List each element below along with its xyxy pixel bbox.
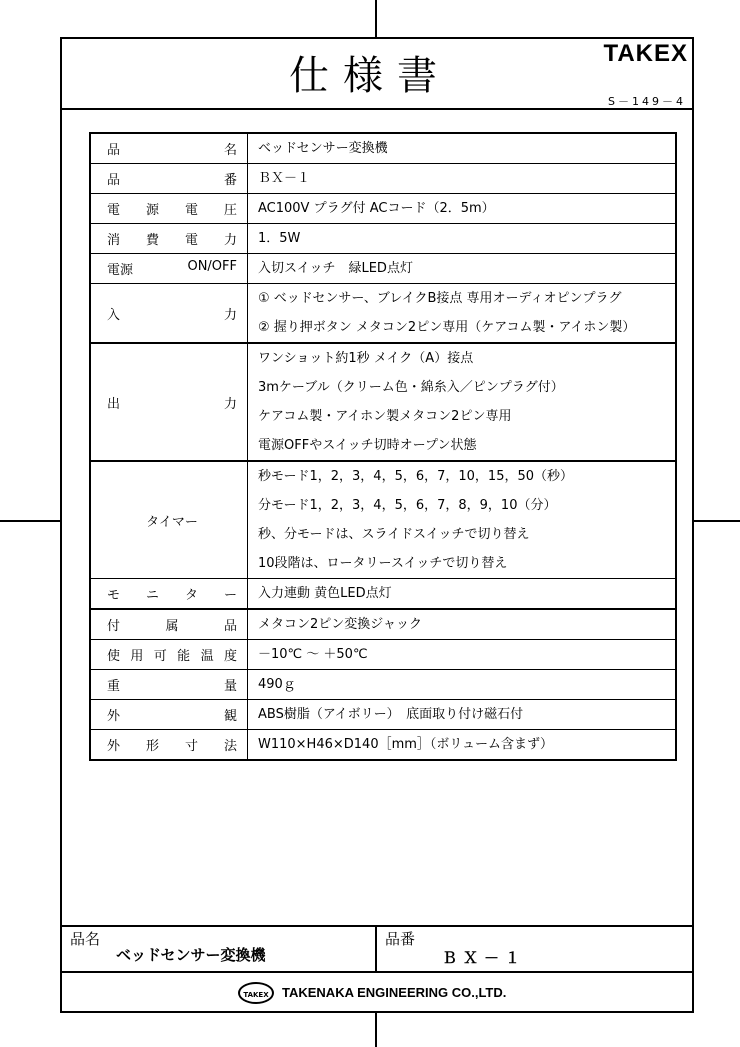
- footer-number-label: 品番: [385, 930, 416, 948]
- spec-row: [90, 609, 676, 640]
- spec-label: モ ニ タ ー: [107, 588, 237, 603]
- spec-value-cell: [248, 254, 677, 284]
- spec-label-cell: [90, 640, 248, 670]
- spec-value-cell: [248, 164, 677, 194]
- spec-row: [90, 640, 676, 670]
- spec-value: AC100V プラグ付 ACコード（2．5m）: [258, 201, 495, 216]
- spec-label-cell: [90, 461, 248, 579]
- spec-label-cell: [90, 700, 248, 730]
- registration-mark-bottom: [375, 1013, 377, 1047]
- spec-value-cell: [248, 579, 677, 610]
- spec-value-cell: [248, 640, 677, 670]
- spec-value-cell: [248, 609, 677, 640]
- spec-row: [90, 579, 676, 610]
- spec-row: [90, 700, 676, 730]
- company-logo: TAKEX: [238, 982, 274, 1004]
- spec-value: ワンショット約1秒 メイク（A）接点: [258, 351, 474, 366]
- spec-label-cell: [90, 730, 248, 761]
- spec-value-cell: [248, 343, 677, 461]
- footer-divider-middle: [375, 925, 377, 971]
- spec-value: 入力連動 黄色LED点灯: [258, 586, 392, 601]
- spec-value: 秒モード1，2，3，4，5，6，7，10，15，50（秒）: [258, 469, 574, 484]
- spec-row: [90, 284, 676, 344]
- spec-row: [90, 670, 676, 700]
- spec-value: 入切スイッチ 緑LED点灯: [258, 261, 413, 276]
- spec-value-cell: [248, 284, 677, 344]
- company-name: TAKENAKA ENGINEERING CO.,LTD.: [282, 985, 507, 1000]
- spec-label: 外 観: [107, 709, 237, 724]
- spec-value: ケアコム製・アイホン製メタコン2ピン専用: [258, 409, 512, 424]
- spec-value: 490ｇ: [258, 677, 296, 692]
- spec-label: 品 番: [107, 173, 237, 188]
- spec-label: 重 量: [107, 679, 237, 694]
- spec-label-cell: [90, 670, 248, 700]
- spec-value: ② 握り押ボタン メタコン2ピン専用（ケアコム製・アイホン製）: [258, 320, 636, 335]
- spec-value-cell: [248, 670, 677, 700]
- header-divider: [60, 108, 694, 110]
- spec-row: [90, 133, 676, 164]
- registration-mark-top: [375, 0, 377, 37]
- spec-value: ABS樹脂（アイボリー） 底面取り付け磁石付: [258, 707, 524, 722]
- spec-value-cell: [248, 194, 677, 224]
- spec-value: 分モード1，2，3，4，5，6，7，8，9，10（分）: [258, 498, 557, 513]
- spec-value: 電源OFFやスイッチ切時オープン状態: [258, 438, 477, 453]
- spec-label: 外 形 寸 法: [107, 739, 237, 754]
- spec-row: [90, 194, 676, 224]
- spec-row: [90, 164, 676, 194]
- spec-label: 品 名: [107, 143, 237, 158]
- spec-label-cell: [90, 194, 248, 224]
- spec-label-cell: [90, 579, 248, 610]
- spec-value: 10段階は、ロータリースイッチで切り替え: [258, 556, 508, 571]
- spec-value: W110×H46×D140［mm］（ボリューム含まず）: [258, 737, 554, 752]
- footer-divider-bottom: [60, 971, 694, 973]
- spec-label: 出 力: [107, 396, 237, 412]
- spec-row: [90, 461, 676, 579]
- spec-value: 秒、分モードは、スライドスイッチで切り替え: [258, 527, 530, 542]
- spec-label-cell: [90, 224, 248, 254]
- page-title: 仕様書: [289, 53, 451, 99]
- spec-value: ① ベッドセンサー、ブレイクB接点 専用オーディオピンプラグ: [258, 291, 622, 306]
- footer-name-value: ベッドセンサー変換機: [116, 946, 266, 964]
- spec-label-cell: [90, 284, 248, 344]
- registration-mark-left: [0, 520, 60, 522]
- spec-label: 使 用 可 能 温 度: [107, 649, 237, 664]
- spec-row: [90, 730, 676, 761]
- spec-label-cell: [90, 254, 248, 284]
- spec-value: －10℃ ～ ＋50℃: [258, 647, 368, 662]
- brand-logo-text: TAKEX: [603, 40, 688, 67]
- footer-number-value: ＢＸ－１: [442, 949, 527, 967]
- spec-value: 3mケーブル（クリーム色・綿糸入／ピンプラグ付）: [258, 380, 564, 395]
- spec-label: 電源 ON/OFF: [107, 259, 237, 278]
- spec-value-cell: [248, 133, 677, 164]
- spec-label: タイマー: [146, 514, 198, 530]
- spec-table: [89, 132, 677, 761]
- spec-label-cell: [90, 343, 248, 461]
- registration-mark-right: [694, 520, 740, 522]
- spec-row: [90, 224, 676, 254]
- spec-label: 付 属 品: [107, 619, 237, 634]
- spec-value-cell: [248, 700, 677, 730]
- spec-label: 消 費 電 力: [107, 233, 237, 248]
- spec-value: ベッドセンサー変換機: [258, 141, 388, 156]
- spec-label-cell: [90, 609, 248, 640]
- spec-label: 入 力: [107, 307, 237, 323]
- spec-value-cell: [248, 730, 677, 761]
- spec-value: ＢＸ－１: [258, 171, 311, 186]
- spec-row: [90, 254, 676, 284]
- spec-label-cell: [90, 164, 248, 194]
- spec-value-cell: [248, 461, 677, 579]
- spec-value-cell: [248, 224, 677, 254]
- spec-label-cell: [90, 133, 248, 164]
- document-number: S－149－4: [608, 95, 686, 108]
- spec-label: 電 源 電 圧: [107, 203, 237, 218]
- spec-value: メタコン2ピン変換ジャック: [258, 617, 423, 632]
- footer-divider-top: [60, 925, 694, 927]
- footer-name-label: 品名: [70, 930, 101, 948]
- spec-value: 1．5W: [258, 231, 301, 246]
- spec-row: [90, 343, 676, 461]
